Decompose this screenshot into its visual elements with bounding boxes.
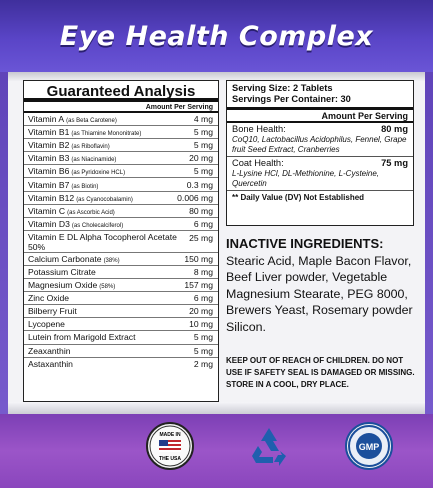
analysis-row-label — [28, 114, 117, 124]
badge-usa-line2: THE USA — [159, 456, 181, 462]
nutrient-amount: 5 mg — [193, 345, 213, 356]
serving-item-name: Bone Health: — [232, 124, 286, 134]
serving-item-description: CoQ10, Lactobacillus Acidophilus, Fennel, Grape fruit Seed Extract, Cranberries — [232, 135, 407, 154]
nutrient-amount: 80 mg — [189, 205, 213, 216]
nutrient-amount: 6 mg — [193, 293, 213, 304]
serving-info — [227, 81, 413, 110]
servings-per-container: Servings Per Container: 30 — [232, 94, 351, 104]
nutrient-qualifier: (as Thiamine Mononitrate) — [71, 131, 142, 138]
serving-facts-box — [226, 80, 414, 226]
nutrient-name: Zeaxanthin — [28, 345, 71, 356]
analysis-row — [24, 152, 218, 165]
nutrient-amount: 0.3 mg — [186, 179, 213, 190]
nutrient-name: Vitamin B1 — [28, 127, 70, 138]
nutrient-name: Bilberry Fruit — [28, 306, 77, 317]
nutrient-amount: 20 mg — [189, 153, 213, 164]
analysis-row-label — [28, 166, 125, 176]
recycle-icon — [246, 424, 292, 470]
nutrient-amount: 5 mg — [193, 166, 213, 177]
serving-item-description: L-Lysine HCl, DL-Methionine, L-Cysteine, Quercetin — [232, 169, 380, 188]
product-title: Eye Health Complex — [59, 20, 374, 52]
analysis-row-label — [28, 280, 115, 290]
serving-item-bone-health — [227, 123, 413, 157]
analysis-row — [24, 253, 218, 266]
nutrient-name: Vitamin B7 — [28, 179, 70, 190]
inactive-ingredients-text: Stearic Acid, Maple Bacon Flavor, Beef Liver powder, Vegetable Magnesium Stearate, PEG 8000, Brewers Yeast, Rosemary powder Silicon. — [226, 253, 413, 334]
nutrient-amount: 25 mg — [189, 232, 213, 243]
nutrient-amount: 2 mg — [193, 359, 213, 370]
nutrient-qualifier: (as Biotin) — [71, 183, 99, 190]
nutrient-name: Vitamin B6 — [28, 166, 70, 177]
serving-item-amount: 75 mg — [381, 158, 408, 168]
analysis-row-label — [28, 232, 189, 252]
nutrient-amount: 0.006 mg — [177, 192, 213, 203]
analysis-row-label — [28, 206, 115, 216]
serving-size: Serving Size: 2 Tablets — [232, 83, 333, 93]
analysis-row — [24, 331, 218, 344]
nutrient-amount: 6 mg — [193, 218, 213, 229]
serving-item-coat-health — [227, 157, 413, 191]
safety-warning: KEEP OUT OF REACH OF CHILDREN. DO NOT USE IF SAFETY SEAL IS DAMAGED OR MISSING. STORE IN A COOL, DRY PLACE. — [226, 356, 415, 389]
nutrient-qualifier: (as Riboflavin) — [71, 144, 110, 151]
daily-value-footnote: ** Daily Value (DV) Not Established — [232, 193, 365, 202]
analysis-row-label — [28, 153, 116, 163]
analysis-row — [24, 345, 218, 358]
analysis-row-label — [28, 319, 65, 329]
made-in-usa-badge-icon — [146, 422, 194, 470]
analysis-row-label — [28, 193, 133, 203]
serving-item-name: Coat Health: — [232, 158, 284, 168]
guaranteed-analysis-title: Guaranteed Analysis — [24, 81, 218, 102]
gmp-badge-icon — [345, 422, 393, 470]
nutrient-qualifier: (as Beta Carotene) — [66, 118, 117, 125]
nutrient-name: Calcium Carbonate — [28, 253, 102, 264]
analysis-row-label — [28, 332, 135, 342]
analysis-row — [24, 266, 218, 279]
serving-amount-header: Amount Per Serving — [227, 110, 413, 123]
nutrient-amount: 20 mg — [189, 306, 213, 317]
nutrient-qualifier: (58%) — [99, 284, 116, 291]
nutrient-qualifier: (as Cholecalciferol) — [71, 222, 124, 229]
nutrient-name: Lutein from Marigold Extract — [28, 332, 136, 343]
analysis-row — [24, 192, 218, 205]
analysis-row — [24, 231, 218, 253]
guaranteed-analysis-rows — [24, 113, 218, 371]
nutrient-name: Vitamin B12 — [28, 192, 75, 203]
analysis-row — [24, 318, 218, 331]
nutrient-qualifier: (as Ascorbic Acid) — [67, 209, 115, 216]
analysis-row-label — [28, 359, 73, 369]
analysis-row — [24, 178, 218, 191]
analysis-row — [24, 165, 218, 178]
nutrient-amount: 4 mg — [193, 114, 213, 125]
analysis-row — [24, 126, 218, 139]
nutrient-name: Astaxanthin — [28, 359, 73, 370]
analysis-row-label — [28, 254, 120, 264]
nutrient-name: Vitamin D3 — [28, 218, 70, 229]
nutrient-name: Vitamin A — [28, 114, 65, 125]
analysis-row-label — [28, 219, 123, 229]
nutrient-amount: 157 mg — [184, 280, 213, 291]
nutrient-amount: 5 mg — [193, 127, 213, 138]
guaranteed-analysis-table — [23, 80, 219, 402]
nutrient-name: Vitamin C — [28, 205, 66, 216]
analysis-row-label — [28, 127, 141, 137]
nutrient-name: Vitamin B2 — [28, 140, 70, 151]
nutrient-amount: 8 mg — [193, 266, 213, 277]
nutrient-qualifier: (as Cyanocobalamin) — [76, 196, 133, 203]
amount-per-serving-header: Amount Per Serving — [24, 102, 218, 113]
inactive-ingredients — [226, 236, 416, 336]
inactive-ingredients-heading: INACTIVE INGREDIENTS: — [226, 236, 384, 251]
nutrient-name: Vitamin E DL Alpha Tocopherol Acetate 50% — [28, 231, 177, 252]
analysis-row — [24, 218, 218, 231]
nutrient-amount: 5 mg — [193, 140, 213, 151]
analysis-row — [24, 205, 218, 218]
nutrient-amount: 150 mg — [184, 253, 213, 264]
nutrient-name: Magnesium Oxide — [28, 280, 98, 291]
nutrient-qualifier: (as Pyridoxine HCL) — [71, 170, 126, 177]
nutrient-name: Lycopene — [28, 319, 65, 330]
nutrient-name: Potassium Citrate — [28, 266, 96, 277]
nutrient-qualifier: (38%) — [103, 257, 120, 264]
analysis-row-label — [28, 140, 110, 150]
analysis-row — [24, 279, 218, 292]
nutrient-qualifier: (as Niacinamide) — [71, 157, 117, 164]
nutrient-name: Zinc Oxide — [28, 293, 70, 304]
title-banner — [0, 0, 433, 72]
analysis-row — [24, 113, 218, 126]
analysis-row-label — [28, 267, 96, 277]
analysis-row-label — [28, 306, 77, 316]
nutrient-name: Vitamin B3 — [28, 153, 70, 164]
serving-item-amount: 80 mg — [381, 124, 408, 134]
analysis-row — [24, 358, 218, 371]
gmp-label: GMP — [358, 442, 380, 452]
nutrient-amount: 10 mg — [189, 319, 213, 330]
analysis-row — [24, 139, 218, 152]
analysis-row-label — [28, 346, 71, 356]
nutrient-amount: 5 mg — [193, 332, 213, 343]
analysis-row — [24, 305, 218, 318]
badge-usa-line1: MADE IN — [159, 432, 181, 438]
analysis-row — [24, 292, 218, 305]
analysis-row-label — [28, 293, 69, 303]
analysis-row-label — [28, 180, 98, 190]
